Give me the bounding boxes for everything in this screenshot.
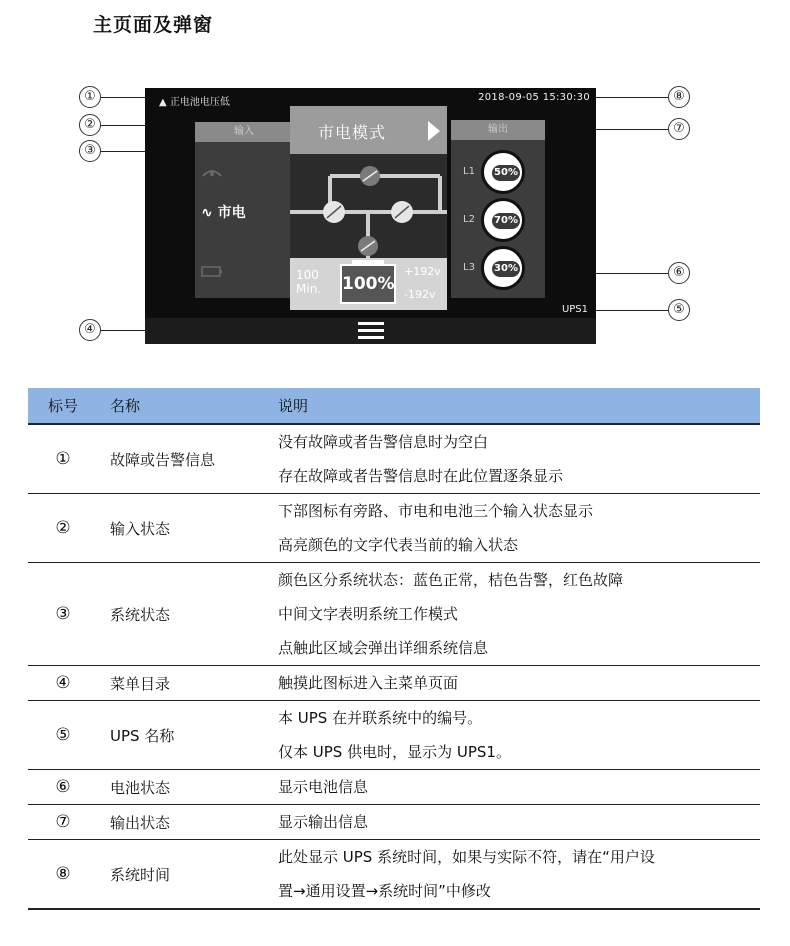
alarm-message[interactable]: ▲ 正电池电压低 xyxy=(159,97,230,108)
callout-7: ⑦ xyxy=(668,118,690,140)
row-name: 菜单目录 xyxy=(98,666,266,701)
ups-home-screen xyxy=(145,88,596,344)
phase-label-l3: L3 xyxy=(463,262,475,273)
battery-status-panel[interactable] xyxy=(290,258,447,310)
table-row xyxy=(28,424,760,494)
backup-time-unit: Min. xyxy=(296,282,322,296)
header-description: 说明 xyxy=(266,388,760,424)
backup-time-value: 100 xyxy=(296,268,319,282)
description-line: 颜色区分系统状态：蓝色正常，桔色告警，红色故障 xyxy=(278,571,624,589)
output-tab[interactable]: 输出 xyxy=(451,120,545,140)
row-description xyxy=(266,563,760,666)
description-line: 本 UPS 在并联系统中的编号。 xyxy=(278,709,483,727)
table-header-row xyxy=(28,388,760,424)
row-name: 输出状态 xyxy=(98,805,266,840)
description-line: 点触此区域会弹出详细系统信息 xyxy=(278,639,489,657)
page-title: 主页面及弹窗 xyxy=(93,14,214,36)
description-line: 存在故障或者告警信息时在此位置逐条显示 xyxy=(278,467,564,485)
header-number: 标号 xyxy=(28,388,98,424)
header-name: 名称 xyxy=(98,388,266,424)
phase-label-l1: L1 xyxy=(463,166,475,177)
description-line: 此处显示 UPS 系统时间，如果与实际不符，请在“用户设 xyxy=(278,848,655,866)
row-name: 系统状态 xyxy=(98,563,266,666)
row-description xyxy=(266,701,760,770)
mains-input-label: ∿ 市电 xyxy=(201,205,246,221)
description-line: 显示电池信息 xyxy=(278,778,369,796)
row-number: ⑧ xyxy=(28,840,98,910)
row-description xyxy=(266,770,760,805)
bottom-bar xyxy=(145,318,596,344)
description-line: 下部图标有旁路、市电和电池三个输入状态显示 xyxy=(278,502,594,520)
bypass-switch-icon xyxy=(360,166,380,186)
table-row xyxy=(28,701,760,770)
callout-line-8 xyxy=(594,97,668,98)
row-number: ⑦ xyxy=(28,805,98,840)
power-flow-diagram xyxy=(290,154,447,258)
backup-time xyxy=(296,268,321,296)
row-name: UPS 名称 xyxy=(98,701,266,770)
phase-value-l3: 30% xyxy=(492,261,520,277)
row-description xyxy=(266,666,760,701)
phase-gauge-l3 xyxy=(481,246,525,290)
phase-value-l1: 50% xyxy=(492,165,520,181)
description-table xyxy=(28,388,760,910)
callout-2: ② xyxy=(79,114,101,136)
callout-3: ③ xyxy=(79,140,101,162)
row-name: 电池状态 xyxy=(98,770,266,805)
row-description xyxy=(266,424,760,494)
mode-label: 市电模式 xyxy=(318,123,387,142)
mode-button[interactable] xyxy=(290,106,447,154)
description-line: 置→通用设置→系统时间”中修改 xyxy=(278,882,491,900)
rectifier-icon xyxy=(323,201,345,223)
charger-icon xyxy=(358,236,378,256)
output-status-panel xyxy=(451,120,545,298)
row-number: ② xyxy=(28,494,98,563)
table-row xyxy=(28,666,760,701)
phase-value-l2: 70% xyxy=(492,213,520,229)
callout-1: ① xyxy=(79,86,101,108)
callout-5: ⑤ xyxy=(668,299,690,321)
callout-6: ⑥ xyxy=(668,262,690,284)
system-time[interactable]: 2018-09-05 15:30:30 xyxy=(478,92,590,103)
callout-8: ⑧ xyxy=(668,86,690,108)
row-number: ⑥ xyxy=(28,770,98,805)
row-name: 输入状态 xyxy=(98,494,266,563)
table-row xyxy=(28,563,760,666)
description-line: 显示输出信息 xyxy=(278,813,369,831)
callout-line-1 xyxy=(101,97,151,98)
row-description xyxy=(266,840,760,910)
row-name: 故障或告警信息 xyxy=(98,424,266,494)
table-row xyxy=(28,494,760,563)
description-line: 中间文字表明系统工作模式 xyxy=(278,605,459,623)
row-name: 系统时间 xyxy=(98,840,266,910)
description-line: 触摸此图标进入主菜单页面 xyxy=(278,674,459,692)
description-line: 仅本 UPS 供电时，显示为 UPS1。 xyxy=(278,743,511,761)
table-row xyxy=(28,770,760,805)
phase-gauge-l1 xyxy=(481,150,525,194)
callout-4: ④ xyxy=(79,319,101,341)
row-number: ③ xyxy=(28,563,98,666)
description-line: 高亮颜色的文字代表当前的输入状态 xyxy=(278,536,519,554)
callout-line-5 xyxy=(592,310,668,311)
phase-label-l2: L2 xyxy=(463,214,475,225)
battery-voltage-positive: +192v xyxy=(404,265,441,278)
input-tab[interactable]: 输入 xyxy=(195,122,293,142)
row-number: ① xyxy=(28,424,98,494)
row-description xyxy=(266,805,760,840)
battery-percent: 100% xyxy=(342,274,395,294)
description-line: 没有故障或者告警信息时为空白 xyxy=(278,433,489,451)
inverter-icon xyxy=(391,201,413,223)
chevron-right-icon xyxy=(428,121,440,141)
battery-input-icon xyxy=(201,265,223,277)
row-number: ⑤ xyxy=(28,701,98,770)
table-row xyxy=(28,840,760,910)
row-description xyxy=(266,494,760,563)
phase-gauge-l2 xyxy=(481,198,525,242)
battery-voltage-negative: -192v xyxy=(404,288,436,301)
input-status-panel xyxy=(195,122,293,298)
menu-icon[interactable] xyxy=(358,322,384,340)
row-number: ④ xyxy=(28,666,98,701)
ups-name: UPS1 xyxy=(561,304,588,315)
bypass-icon xyxy=(201,166,223,178)
table-row xyxy=(28,805,760,840)
